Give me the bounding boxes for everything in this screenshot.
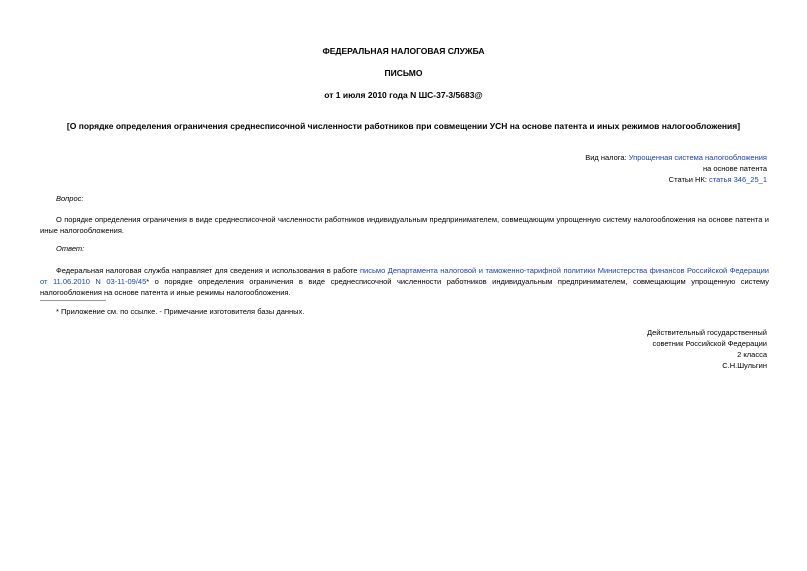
tax-type-row: [585, 152, 767, 163]
footnote: * Приложение см. по ссылке. - Примечание изготовителя базы данных.: [56, 307, 305, 316]
articles-row: [585, 174, 767, 185]
tax-type-link[interactable]: Упрощенная система налогообложения: [628, 153, 767, 162]
footnote-divider: [40, 300, 106, 301]
document-title: [О порядке определения ограничения среднесписочной численности работников при совмещении УСН на основе патента и иных режимов налогообложения]: [66, 121, 741, 131]
document-date-number: от 1 июля 2010 года N ШС-37-3/5683@: [324, 90, 483, 100]
answer-text-after: * о порядке определения ограничения в виде среднесписочной численности работников индивидуальным предпринимателем, совмещающим упрощенную систему налогообложения на основе патента и иные режимы налогообложения.: [40, 277, 769, 297]
ministry-letter-link[interactable]: письмо Департамента налоговой и таможенно-тарифной политики Министерства финансов Российской Федерации от 11.06.2010 N 03-11-09/45: [40, 266, 769, 286]
agency-heading: ФЕДЕРАЛЬНАЯ НАЛОГОВАЯ СЛУЖБА: [322, 46, 485, 56]
document-meta: [585, 152, 767, 185]
articles-link[interactable]: статья 346_25_1: [709, 175, 767, 184]
answer-text: [40, 265, 769, 298]
signature-block: [647, 327, 767, 371]
question-text: О порядке определения ограничения в виде среднесписочной численности работников индивидуальным предпринимателем, совмещающим упрощенную систему налогообложения на основе патента и иные налогообложения.: [40, 215, 769, 235]
signature-line-3: 2 класса: [737, 350, 767, 359]
document-type-heading: ПИСЬМО: [384, 68, 423, 78]
document-page: [38, 0, 769, 571]
question-label: Вопрос:: [56, 194, 84, 203]
signature-line-1: Действительный государственный: [647, 328, 767, 337]
answer-text-before: Федеральная налоговая служба направляет для сведения и использования в работе: [56, 266, 360, 275]
answer-label: Ответ:: [56, 244, 85, 253]
articles-label: Статьи НК:: [668, 175, 707, 184]
signatory-name: С.Н.Шульгин: [722, 361, 767, 370]
signature-line-2: советник Российской Федерации: [652, 339, 767, 348]
tax-type-continuation: на основе патента: [702, 164, 767, 173]
tax-type-label: Вид налога:: [585, 153, 627, 162]
